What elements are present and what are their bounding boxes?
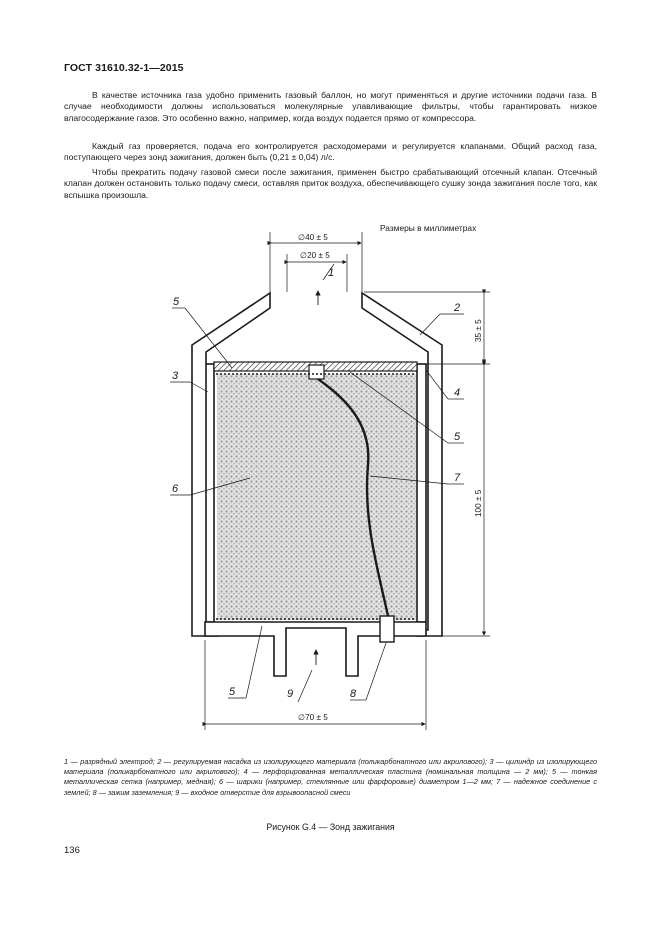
label-5-bottom: 5 — [229, 686, 236, 698]
label-5-plate: 5 — [454, 431, 461, 443]
label-9: 9 — [287, 688, 294, 700]
electrode-holder — [309, 365, 324, 379]
paragraph-cutoff-valve: Чтобы прекратить подачу газовой смеси после зажигания, применен быстро срабатывающий отсечный клапан. Отсечный клапан должен остановить только подачу смеси, оставляя приток воздуха, обеспечивающего сушку зонда зажигания после того, как вспышка произошла. — [64, 167, 597, 200]
glass-beads-fill — [217, 374, 416, 620]
paragraph-gas-source: В качестве источника газа удобно применить газовый баллон, но могут применяться и другие источники подачи газа. В случае необходимости должны использоваться молекулярные улавливающие фильтры, чтобы гарантировать низкое влагосодержание газов. Это особенно важно, например, когда воздух подается прямо от компрессора. — [64, 90, 597, 123]
label-4: 4 — [454, 387, 461, 399]
dim-bottom-text: ∅70 ± 5 — [298, 713, 328, 722]
figure-title: Рисунок G.4 — Зонд зажигания — [266, 822, 395, 832]
page-number: 136 — [64, 845, 80, 856]
label-3: 3 — [172, 370, 179, 382]
label-1: 1 — [328, 267, 335, 279]
leader-9 — [298, 670, 312, 702]
leader-2 — [420, 314, 440, 335]
label-5-top: 5 — [173, 296, 180, 308]
insulating-cylinder-right — [417, 364, 426, 622]
figure-legend: 1 — разрядный электрод; 2 — регулируемая насадка из изолирующего материала (поликарбонатного или акрилового); 3 — цилиндр из изолирующего материала (поликарбонатного или акрилового); 4 — перфорированная металлическая пластина (номинальная толщина — 2 мм); 5 — тонкая металлическая сетка (например, медная); 6 — шарики (например, стеклянные или фарфоровые) диаметром 1—2 мм; 7 — надежное соединение с землей; 8 — зажим заземления; 9 — входное отверстие для взрывоопасной смеси — [64, 757, 597, 797]
label-6: 6 — [172, 483, 179, 495]
label-8: 8 — [350, 688, 357, 700]
label-2: 2 — [454, 302, 461, 314]
ground-clamp — [380, 616, 394, 642]
dim-cone-text: 35 ± 5 — [474, 319, 483, 342]
dim-body-text: 100 ± 5 — [474, 489, 483, 517]
paragraph-gas-check: Каждый газ проверяется, подача его контролируется расходомерами и регулируется клапанами. Общий расход газа, поступающего через зонд зажигания, должен быть (0,21 ± 0,04) л/с. — [64, 141, 597, 163]
dim-outer-text: ∅40 ± 5 — [298, 233, 328, 242]
leader-8 — [366, 643, 386, 700]
label-7: 7 — [454, 472, 461, 484]
dim-inner-text: ∅20 ± 5 — [300, 251, 330, 260]
units-note: Размеры в миллиметрах — [380, 223, 477, 233]
document-header: ГОСТ 31610.32-1—2015 — [64, 62, 184, 74]
